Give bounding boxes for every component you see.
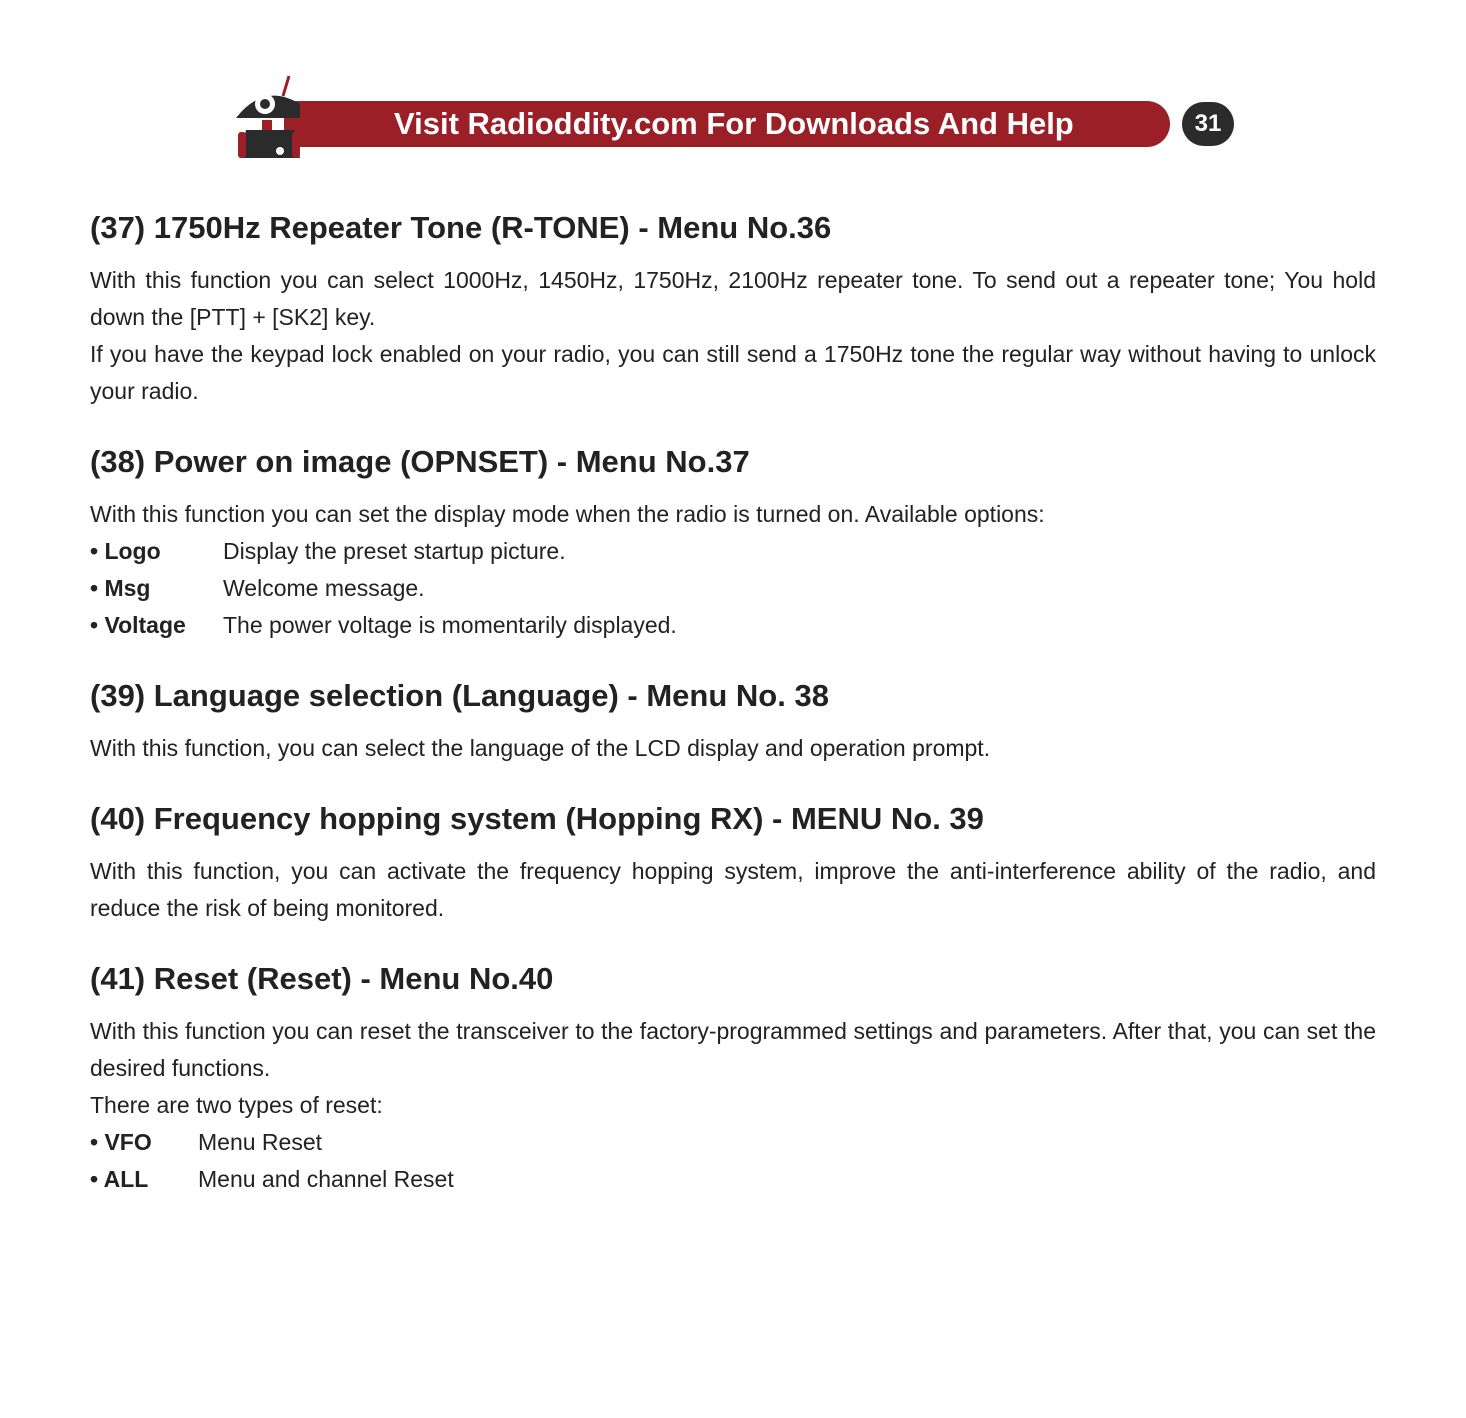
option-desc: Menu Reset bbox=[198, 1129, 323, 1155]
option-item bbox=[90, 533, 1376, 570]
option-desc: Display the preset startup picture. bbox=[223, 538, 566, 564]
section-title: (41) Reset (Reset) - Menu No.40 bbox=[90, 961, 554, 996]
paragraph: With this function you can reset the transceiver to the factory-programmed settings and parameters. After that, you can set the desired functions. bbox=[90, 1018, 1376, 1081]
section-title: (37) 1750Hz Repeater Tone (R-TONE) - Menu No.36 bbox=[90, 210, 832, 245]
option-item bbox=[90, 1124, 1376, 1161]
section-reset bbox=[90, 957, 1376, 1198]
option-key: • VFO bbox=[90, 1129, 152, 1155]
section-frequency-hopping bbox=[90, 797, 1376, 927]
option-key: • Voltage bbox=[90, 612, 186, 638]
section-title: (39) Language selection (Language) - Menu No. 38 bbox=[90, 678, 829, 713]
paragraph: With this function, you can activate the frequency hopping system, improve the anti-interference ability of the radio, and reduce the risk of being monitored. bbox=[90, 858, 1376, 921]
paragraph: With this function you can select 1000Hz, 1450Hz, 1750Hz, 2100Hz repeater tone. To send out a repeater tone; You hold down the [PTT] + [SK2] key. bbox=[90, 267, 1376, 330]
option-item bbox=[90, 607, 1376, 644]
option-desc: Menu and channel Reset bbox=[198, 1166, 454, 1192]
header-banner bbox=[234, 74, 1244, 164]
section-language bbox=[90, 674, 1376, 767]
section-title: (38) Power on image (OPNSET) - Menu No.37 bbox=[90, 444, 750, 479]
section-power-on-image bbox=[90, 440, 1376, 644]
robot-mascot-icon bbox=[234, 74, 314, 164]
paragraph: With this function, you can select the language of the LCD display and operation prompt. bbox=[90, 735, 991, 761]
section-r-tone bbox=[90, 206, 1376, 410]
option-key: • ALL bbox=[90, 1166, 149, 1192]
option-item bbox=[90, 570, 1376, 607]
page-number-badge: 31 bbox=[1182, 102, 1234, 146]
banner-text: Visit Radioddity.com For Downloads And Help bbox=[394, 106, 1074, 141]
option-desc: Welcome message. bbox=[223, 575, 425, 601]
paragraph: There are two types of reset: bbox=[90, 1092, 383, 1118]
option-key: • Msg bbox=[90, 575, 151, 601]
option-key: • Logo bbox=[90, 538, 161, 564]
section-title: (40) Frequency hopping system (Hopping RX) - MENU No. 39 bbox=[90, 801, 984, 836]
paragraph: If you have the keypad lock enabled on your radio, you can still send a 1750Hz tone the regular way without having to unlock your radio. bbox=[90, 341, 1376, 404]
option-desc: The power voltage is momentarily displayed. bbox=[223, 612, 677, 638]
option-item bbox=[90, 1161, 1376, 1198]
paragraph: With this function you can set the display mode when the radio is turned on. Available options: bbox=[90, 501, 1045, 527]
page-content bbox=[90, 206, 1376, 1228]
